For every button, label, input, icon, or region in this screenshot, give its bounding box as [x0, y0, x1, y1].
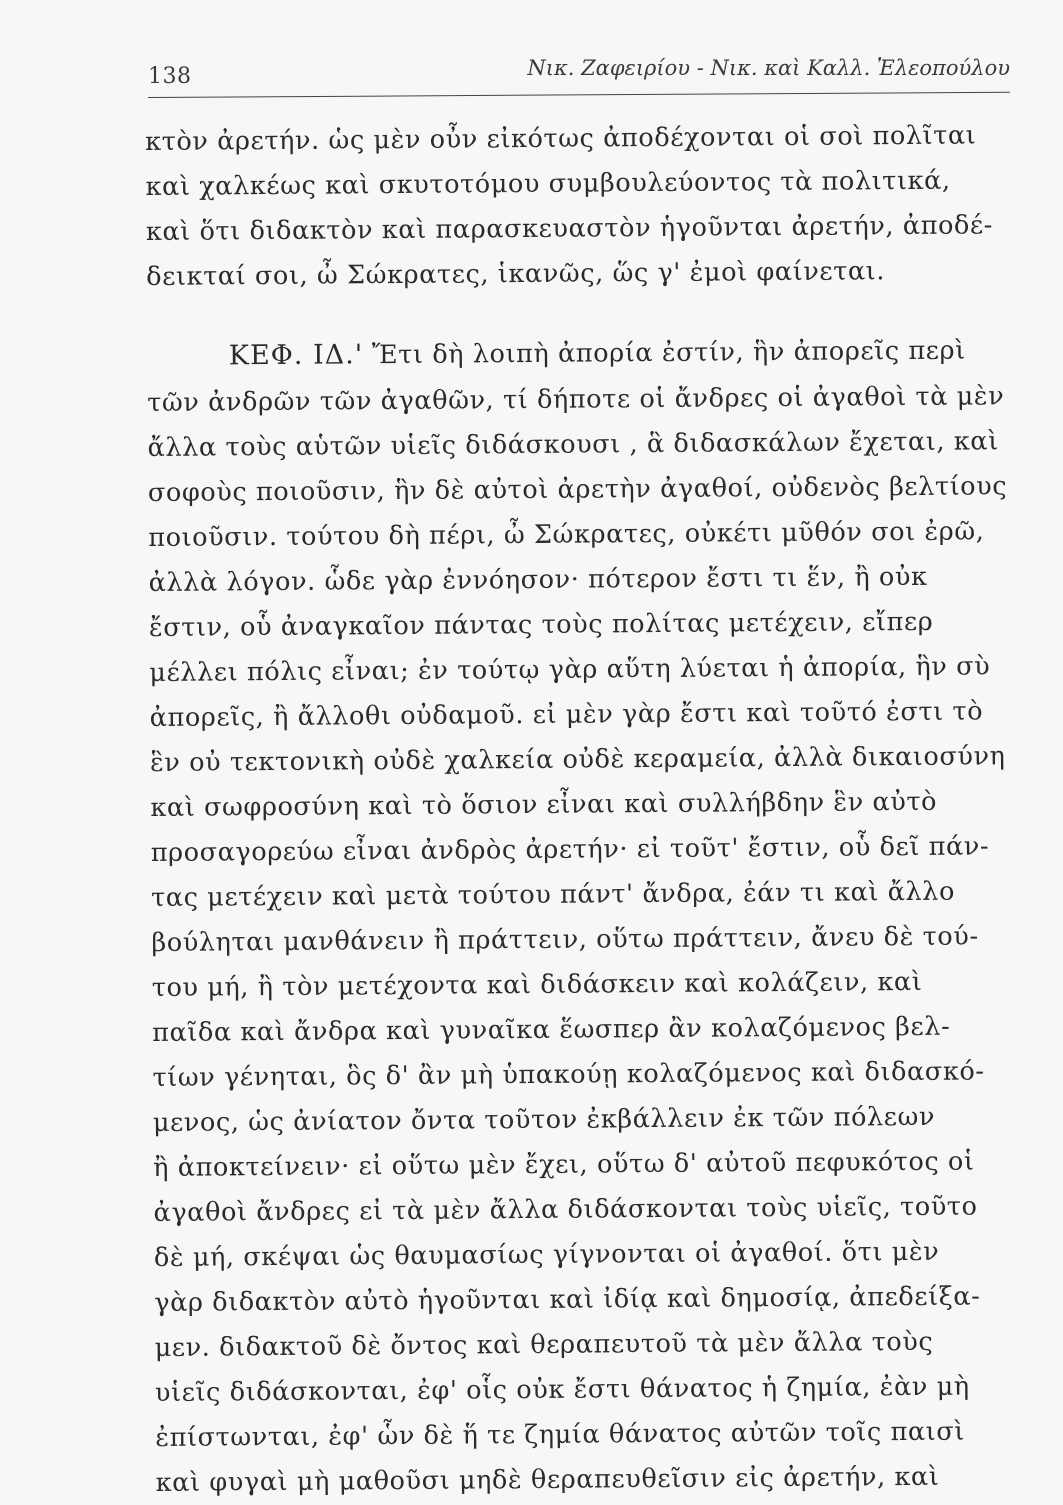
text-line: ἔστιν, οὗ ἀναγκαῖον πάντας τοὺς πολίτας μετέχειν, εἴπερ	[148, 606, 934, 643]
text-line: του μή, ἢ τὸν μετέχοντα καὶ διδάσκειν καὶ κολάζειν, καὶ	[151, 966, 923, 1003]
text-line: τίων γένηται, ὃς δ' ἂν μὴ ὑπακούῃ κολαζόμενος καὶ διδασκό-	[152, 1056, 985, 1093]
text-line: καὶ σωφροσύνη καὶ τὸ ὅσιον εἶναι καὶ συλλήβδην ἓν αὐτὸ	[150, 786, 938, 823]
body-text	[145, 113, 1040, 1498]
text-line: γὰρ διδακτὸν αὐτὸ ἡγοῦνται καὶ ἰδίᾳ καὶ δημοσίᾳ, ἀπεδείξα-	[154, 1281, 981, 1318]
text-line: ἢ ἀποκτείνειν· εἰ οὕτω μὲν ἔχει, οὕτω δ' αὐτοῦ πεφυκότος οἱ	[153, 1146, 975, 1183]
text-line: δεικταί σοι, ὦ Σώκρατες, ἱκανῶς, ὥς γ' ἐμοὶ φαίνεται.	[146, 256, 886, 292]
text-line: υἱεῖς διδάσκονται, ἐφ' οἷς οὐκ ἔστι θάνατος ἡ ζημία, ἐὰν μὴ	[154, 1371, 970, 1408]
chapter-heading: ΚΕΦ. ΙΔ.'	[228, 339, 364, 372]
text-line: κτὸν ἀρετήν. ὡς μὲν οὖν εἰκότως ἀποδέχονται οἱ σοὶ πολῖται	[145, 120, 977, 157]
text-line: ἄλλα τοὺς αὑτῶν υἱεῖς διδάσκουσι , ἃ διδασκάλων ἔχεται, καὶ	[147, 426, 999, 463]
text-line: ἓν οὐ τεκτονικὴ οὐδὲ χαλκεία οὐδὲ κεραμεία, ἀλλὰ δικαιοσύνη	[149, 741, 1006, 778]
text-line: ἐπίστωνται, ἐφ' ὧν δὲ ἥ τε ζημία θάνατος αὐτῶν τοῖς παισὶ	[155, 1416, 966, 1453]
text-line: μεν. διδακτοῦ δὲ ὄντος καὶ θεραπευτοῦ τὰ μὲν ἄλλα τοὺς	[154, 1326, 934, 1363]
text-line: καὶ χαλκέως καὶ σκυτοτόμου συμβουλεύοντος τὰ πολιτικά,	[145, 165, 951, 202]
text-line-start: Ἔτι δὴ λοιπὴ ἀπορία ἐστίν, ἣν ἀπορεῖς περὶ	[371, 335, 966, 371]
text-line: τῶν ἀνδρῶν τῶν ἀγαθῶν, τί δήποτε οἱ ἄνδρες οἱ ἀγαθοὶ τὰ μὲν	[147, 381, 1005, 418]
text-line: σοφοὺς ποιοῦσιν, ἣν δὲ αὐτοὶ ἀρετὴν ἀγαθοί, οὐδενὸς βελτίους	[147, 471, 1008, 508]
text-line: μενος, ὡς ἀνίατον ὄντα τοῦτον ἐκβάλλειν ἐκ τῶν πόλεων	[152, 1101, 936, 1138]
text-line: δὲ μή, σκέψαι ὡς θαυμασίως γίγνονται οἱ ἀγαθοί. ὅτι μὲν	[153, 1236, 940, 1273]
text-line: παῖδα καὶ ἄνδρα καὶ γυναῖκα ἕωσπερ ἂν κολαζόμενος βελ-	[152, 1011, 951, 1048]
text-line: καὶ ὅτι διδακτὸν καὶ παρασκευαστὸν ἡγοῦνται ἀρετήν, ἀποδέ-	[145, 210, 994, 247]
text-line: ποιοῦσιν. τούτου δὴ πέρι, ὦ Σώκρατες, οὐκέτι μῦθόν σοι ἐρῶ,	[148, 516, 985, 553]
text-line: ἀπορεῖς, ἢ ἄλλοθι οὐδαμοῦ. εἰ μὲν γὰρ ἔστι καὶ τοῦτό ἐστι τὸ	[149, 696, 984, 733]
text-line: καὶ φυγαὶ μὴ μαθοῦσι μηδὲ θεραπευθεῖσιν εἰς ἀρετήν, καὶ	[155, 1461, 940, 1498]
text-line: τας μετέχειν καὶ μετὰ τούτου πάντ' ἄνδρα, ἐάν τι καὶ ἄλλο	[150, 876, 956, 913]
chapter-heading-line	[229, 329, 966, 379]
running-head: Νικ. Ζαφειρίου - Νικ. καὶ Καλλ. Ἐλεοπούλου	[527, 56, 1010, 80]
text-line: ἀγαθοὶ ἄνδρες εἰ τὰ μὲν ἄλλα διδάσκονται τοὺς υἱεῖς, τοῦτο	[153, 1191, 978, 1228]
text-line: βούληται μανθάνειν ἢ πράττειν, οὕτω πράττειν, ἄνευ δὲ τού-	[151, 921, 979, 958]
text-line: μέλλει πόλις εἶναι; ἐν τούτῳ γὰρ αὕτη λύεται ἡ ἀπορία, ἣν σὺ	[149, 651, 991, 688]
text-line: ἀλλὰ λόγον. ὧδε γὰρ ἐννόησον· πότερον ἔστι τι ἕν, ἢ οὐκ	[148, 561, 928, 598]
page-number: 138	[148, 64, 192, 89]
text-line: προσαγορεύω εἶναι ἀνδρὸς ἀρετήν· εἰ τοῦτ' ἔστιν, οὗ δεῖ πάν-	[150, 831, 990, 868]
